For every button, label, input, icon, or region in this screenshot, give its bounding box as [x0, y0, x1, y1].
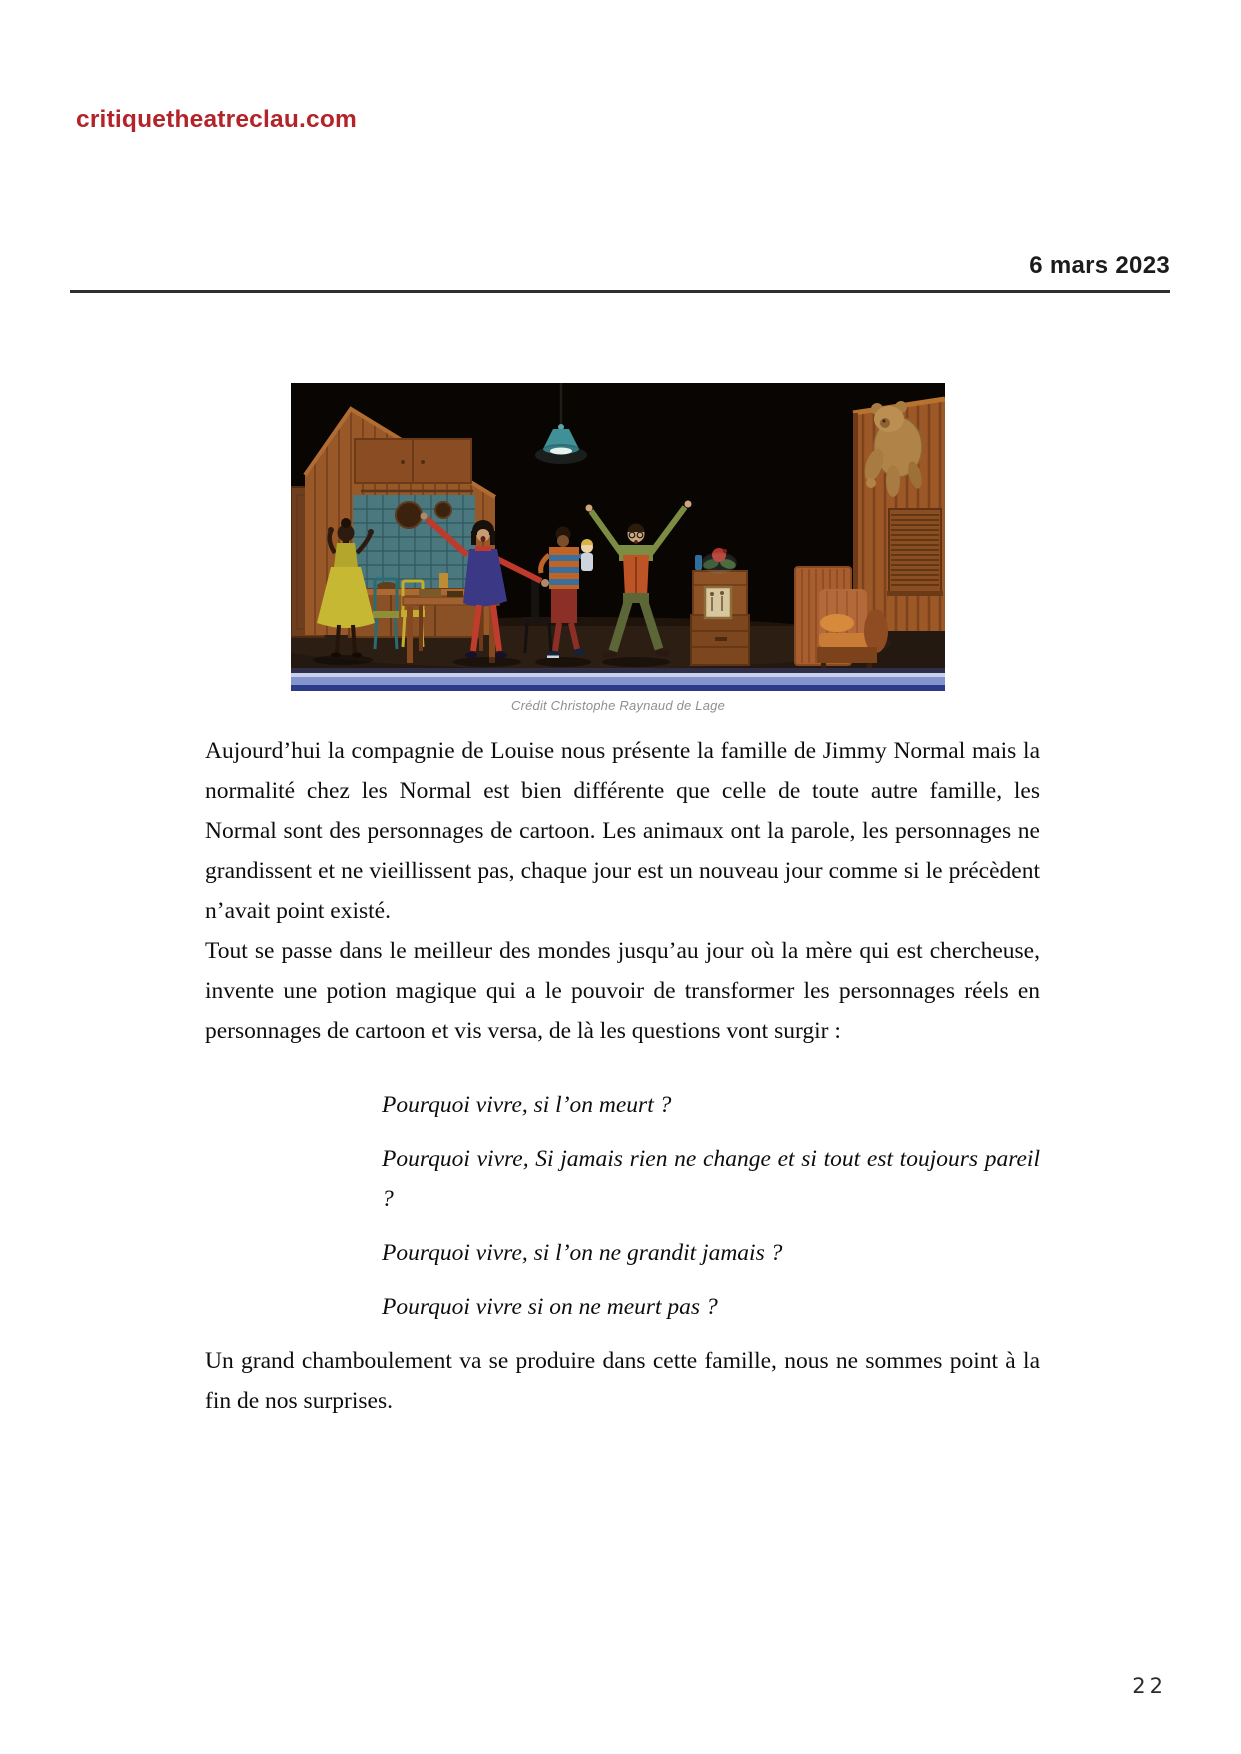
article-paragraph: Aujourd’hui la compagnie de Louise nous présente la famille de Jimmy Normal mais la normalité chez les Normal est bien différente que celle de toute autre famille, les Normal sont des personnages de cartoon. Les animaux ont la parole, les personnages ne grandissent et ne vieillissent pas, chaque jour est un nouveau jour comme si le précèdent n’avait point existé. [205, 738, 1040, 924]
picture-frame [705, 587, 731, 618]
quote-line: Pourquoi vivre si on ne meurt pas ? [382, 1294, 718, 1320]
window-blind [887, 509, 943, 596]
quote-line: Pourquoi vivre, Si jamais rien ne change et si tout est toujours pareil ? [382, 1146, 1040, 1212]
site-url: critiquetheatreclau.com [76, 106, 357, 133]
article-body [205, 731, 1040, 1421]
quote-line: Pourquoi vivre, si l’on meurt ? [382, 1092, 672, 1118]
page-number: 22 [1132, 1674, 1167, 1698]
stage-photo [291, 383, 945, 713]
photo-caption: Crédit Christophe Raynaud de Lage [510, 698, 725, 713]
quote-line: Pourquoi vivre, si l’on ne grandit jamais ? [382, 1240, 783, 1266]
header-divider [70, 290, 1170, 293]
quote-block [382, 1085, 1040, 1327]
article-paragraph: Un grand chamboulement va se produire dans cette famille, nous ne sommes point à la fin de nos surprises. [205, 1348, 1040, 1414]
article-date: 6 mars 2023 [1029, 252, 1170, 279]
article-paragraph: Tout se passe dans le meilleur des mondes jusqu’au jour où la mère qui est chercheuse, invente une potion magique qui a le pouvoir de transformer les personnages réels en personnages de cartoon et vis versa, de là les questions vont surgir : [205, 938, 1040, 1044]
stage-photo-illustration [291, 383, 945, 691]
hanging-pan [396, 502, 422, 528]
